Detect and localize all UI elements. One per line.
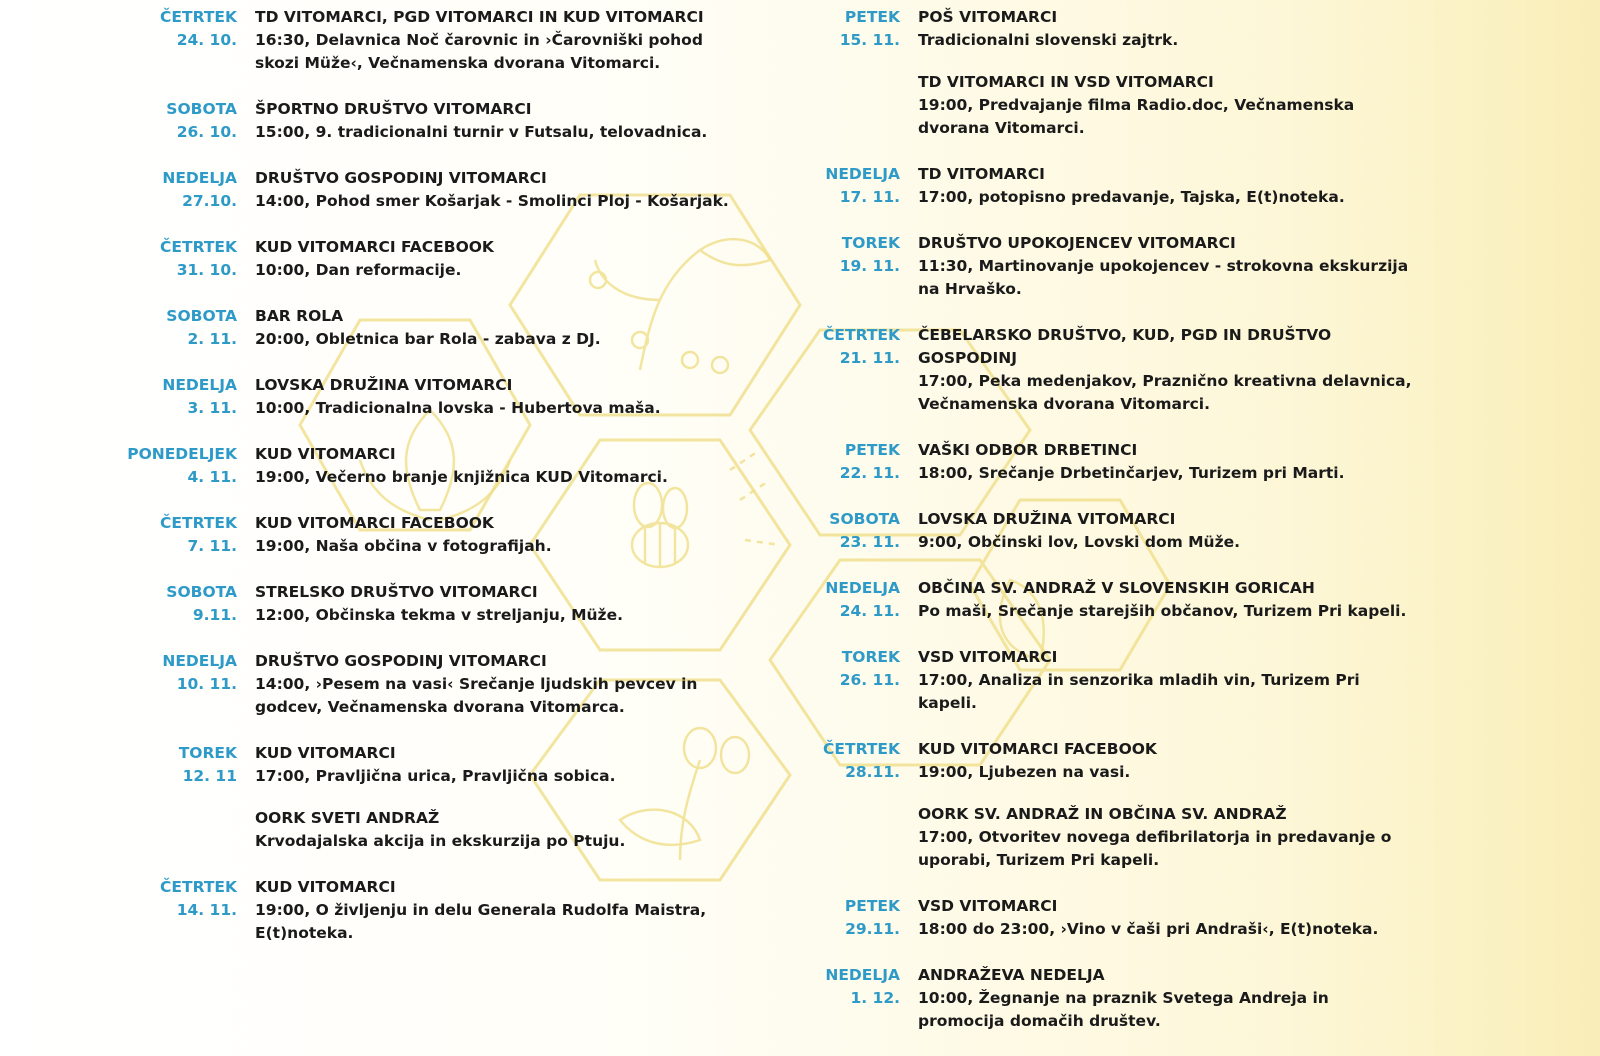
event-day: TOREK (841, 234, 900, 252)
event-date-block (740, 964, 900, 1033)
event-organizer: BAR ROLA (255, 307, 344, 325)
event-description: Tradicionalni slovenski zajtrk. (918, 31, 1179, 49)
event-date-block (0, 807, 237, 853)
event-description: Krvodajalska akcija in ekskurzija po Ptuju. (255, 832, 626, 850)
events-column-left (0, 6, 760, 968)
event-description: 20:00, Obletnica bar Rola - zabava z DJ. (255, 330, 601, 348)
event-description: 12:00, Občinska tekma v streljanju, Müže. (255, 606, 623, 624)
event-description: 19:00, Naša občina v fotografijah. (255, 537, 552, 555)
event-date-block (0, 6, 237, 75)
event-description: 10:00, Žegnanje na praznik Svetega Andreja in promocija domačih društev. (918, 989, 1329, 1030)
event-day: ČETRTEK (160, 8, 237, 26)
event-organizer: LOVSKA DRUŽINA VITOMARCI (255, 376, 513, 394)
event-entry (740, 439, 1600, 485)
event-organizer: OBČINA SV. ANDRAŽ V SLOVENSKIH GORICAH (918, 579, 1315, 597)
event-organizer: ČEBELARSKO DRUŠTVO, KUD, PGD IN DRUŠTVO GOSPODINJ (918, 326, 1332, 367)
event-organizer: VSD VITOMARCI (918, 648, 1058, 666)
event-description: 10:00, Dan reformacije. (255, 261, 462, 279)
event-date: 24. 11. (839, 602, 900, 620)
event-date: 2. 11. (187, 330, 237, 348)
event-date: 4. 11. (187, 468, 237, 486)
event-day: NEDELJA (162, 376, 237, 394)
event-info (918, 6, 1418, 52)
event-day: ČETRTEK (823, 326, 900, 344)
event-info (255, 305, 735, 351)
event-entry (0, 650, 760, 719)
event-description: 17:00, Peka medenjakov, Praznično kreativna delavnica, Večnamenska dvorana Vitomarci. (918, 372, 1412, 413)
event-description: 9:00, Občinski lov, Lovski dom Müže. (918, 533, 1241, 551)
event-info (918, 738, 1418, 784)
event-date-block (740, 577, 900, 623)
event-organizer: VAŠKI ODBOR DRBETINCI (918, 441, 1138, 459)
event-organizer: KUD VITOMARCI FACEBOOK (255, 514, 494, 532)
event-organizer: KUD VITOMARCI FACEBOOK (255, 238, 494, 256)
event-entry (740, 895, 1600, 941)
event-date-block (0, 443, 237, 489)
event-organizer: KUD VITOMARCI (255, 744, 396, 762)
event-day: ČETRTEK (160, 238, 237, 256)
event-description: 17:00, potopisno predavanje, Tajska, E(t)noteka. (918, 188, 1345, 206)
event-date: 9.11. (192, 606, 237, 624)
event-description: 18:00 do 23:00, ›Vino v čaši pri Andraši‹, E(t)noteka. (918, 920, 1379, 938)
event-entry (0, 512, 760, 558)
event-date-block (0, 876, 237, 945)
event-info (255, 236, 735, 282)
event-entry (740, 71, 1600, 140)
event-organizer: DRUŠTVO GOSPODINJ VITOMARCI (255, 169, 547, 187)
event-description: 19:00, Ljubezen na vasi. (918, 763, 1131, 781)
event-date-block (740, 439, 900, 485)
event-description: Po maši, Srečanje starejših občanov, Turizem Pri kapeli. (918, 602, 1407, 620)
event-entry (740, 803, 1600, 872)
event-organizer: VSD VITOMARCI (918, 897, 1058, 915)
event-date-block (0, 236, 237, 282)
event-date-block (0, 581, 237, 627)
event-info (918, 577, 1418, 623)
event-day: NEDELJA (825, 579, 900, 597)
event-info (918, 964, 1418, 1033)
event-info (918, 646, 1418, 715)
event-description: 17:00, Pravljična urica, Pravljična sobica. (255, 767, 616, 785)
events-column-right (740, 6, 1600, 1056)
event-organizer: TD VITOMARCI IN VSD VITOMARCI (918, 73, 1214, 91)
event-info (918, 71, 1418, 140)
event-date: 3. 11. (187, 399, 237, 417)
event-day: NEDELJA (162, 169, 237, 187)
event-date-block (740, 895, 900, 941)
event-entry (0, 6, 760, 75)
event-entry (0, 742, 760, 788)
event-info (255, 742, 735, 788)
event-entry (0, 236, 760, 282)
event-day: PONEDELJEK (127, 445, 237, 463)
event-entry (0, 443, 760, 489)
event-date: 10. 11. (176, 675, 237, 693)
event-date: 7. 11. (187, 537, 237, 555)
event-description: 10:00, Tradicionalna lovska - Hubertova maša. (255, 399, 661, 417)
event-organizer: LOVSKA DRUŽINA VITOMARCI (918, 510, 1176, 528)
event-day: NEDELJA (825, 165, 900, 183)
event-organizer: STRELSKO DRUŠTVO VITOMARCI (255, 583, 538, 601)
event-day: SOBOTA (166, 307, 237, 325)
event-entry (0, 98, 760, 144)
event-info (255, 374, 735, 420)
event-entry (0, 807, 760, 853)
event-day: PETEK (844, 441, 900, 459)
event-entry (0, 167, 760, 213)
event-date: 28.11. (845, 763, 900, 781)
event-organizer: TD VITOMARCI, PGD VITOMARCI IN KUD VITOMARCI (255, 8, 704, 26)
event-entry (740, 324, 1600, 416)
event-date: 31. 10. (176, 261, 237, 279)
event-date: 29.11. (845, 920, 900, 938)
event-info (918, 324, 1418, 416)
event-day: NEDELJA (825, 966, 900, 984)
event-date-block (0, 98, 237, 144)
event-day: NEDELJA (162, 652, 237, 670)
event-info (255, 6, 735, 75)
event-description: 11:30, Martinovanje upokojencev - strokovna ekskurzija na Hrvaško. (918, 257, 1409, 298)
event-day: PETEK (844, 8, 900, 26)
event-organizer: ŠPORTNO DRUŠTVO VITOMARCI (255, 100, 532, 118)
event-info (918, 439, 1418, 485)
event-date: 24. 10. (176, 31, 237, 49)
event-entry (740, 6, 1600, 52)
event-info (918, 232, 1418, 301)
event-organizer: DRUŠTVO GOSPODINJ VITOMARCI (255, 652, 547, 670)
event-date: 26. 10. (176, 123, 237, 141)
event-date: 15. 11. (839, 31, 900, 49)
event-info (255, 167, 735, 213)
event-date-block (740, 163, 900, 209)
event-date-block (740, 6, 900, 52)
event-date-block (740, 803, 900, 872)
event-description: 14:00, ›Pesem na vasi‹ Srečanje ljudskih pevcev in godcev, Večnamenska dvorana Vitomarca. (255, 675, 698, 716)
event-date: 19. 11. (839, 257, 900, 275)
event-day: SOBOTA (166, 583, 237, 601)
event-entry (740, 508, 1600, 554)
event-date: 1. 12. (850, 989, 900, 1007)
event-organizer: OORK SVETI ANDRAŽ (255, 809, 440, 827)
event-entry (740, 646, 1600, 715)
event-day: ČETRTEK (823, 740, 900, 758)
event-date-block (0, 305, 237, 351)
event-info (918, 895, 1418, 941)
event-info (255, 98, 735, 144)
event-description: 14:00, Pohod smer Košarjak - Smolinci Ploj - Košarjak. (255, 192, 729, 210)
event-description: 15:00, 9. tradicionalni turnir v Futsalu, telovadnica. (255, 123, 708, 141)
event-info (255, 650, 735, 719)
event-description: 17:00, Analiza in senzorika mladih vin, Turizem Pri kapeli. (918, 671, 1360, 712)
event-day: SOBOTA (166, 100, 237, 118)
event-entry (740, 738, 1600, 784)
event-info (255, 807, 735, 853)
event-date-block (740, 738, 900, 784)
event-organizer: TD VITOMARCI (918, 165, 1045, 183)
event-info (918, 508, 1418, 554)
event-date: 14. 11. (176, 901, 237, 919)
event-info (255, 443, 735, 489)
event-organizer: OORK SV. ANDRAŽ IN OBČINA SV. ANDRAŽ (918, 805, 1287, 823)
event-day: PETEK (844, 897, 900, 915)
event-date: 17. 11. (839, 188, 900, 206)
event-date-block (0, 742, 237, 788)
event-description: 19:00, Večerno branje knjižnica KUD Vitomarci. (255, 468, 668, 486)
event-description: 19:00, Predvajanje filma Radio.doc, Večnamenska dvorana Vitomarci. (918, 96, 1355, 137)
event-entry (0, 305, 760, 351)
event-date: 21. 11. (839, 349, 900, 367)
event-organizer: DRUŠTVO UPOKOJENCEV VITOMARCI (918, 234, 1236, 252)
event-organizer: KUD VITOMARCI FACEBOOK (918, 740, 1157, 758)
event-description: 19:00, O življenju in delu Generala Rudolfa Maistra, E(t)noteka. (255, 901, 707, 942)
event-day: ČETRTEK (160, 878, 237, 896)
event-date-block (0, 650, 237, 719)
event-date-block (740, 646, 900, 715)
event-date-block (0, 512, 237, 558)
event-description: 17:00, Otvoritev novega defibrilatorja in predavanje o uporabi, Turizem Pri kapeli. (918, 828, 1392, 869)
event-day: ČETRTEK (160, 514, 237, 532)
event-date-block (0, 374, 237, 420)
event-info (918, 163, 1418, 209)
event-date-block (0, 167, 237, 213)
event-entry (740, 163, 1600, 209)
event-organizer: KUD VITOMARCI (255, 445, 396, 463)
event-organizer: KUD VITOMARCI (255, 878, 396, 896)
event-description: 16:30, Delavnica Noč čarovnic in ›Čarovniški pohod skozi Müže‹, Večnamenska dvorana Vitomarci. (255, 31, 703, 72)
event-date-block (740, 232, 900, 301)
event-info (918, 803, 1418, 872)
event-organizer: POŠ VITOMARCI (918, 8, 1058, 26)
event-entry (740, 577, 1600, 623)
event-entry (0, 581, 760, 627)
event-date-block (740, 508, 900, 554)
event-entry (0, 374, 760, 420)
event-date-block (740, 324, 900, 416)
event-organizer: ANDRAŽEVA NEDELJA (918, 966, 1105, 984)
event-info (255, 876, 735, 945)
event-description: 18:00, Srečanje Drbetinčarjev, Turizem pri Marti. (918, 464, 1345, 482)
event-date: 22. 11. (839, 464, 900, 482)
event-date-block (740, 71, 900, 140)
event-date: 27.10. (182, 192, 237, 210)
event-info (255, 512, 735, 558)
event-entry (740, 232, 1600, 301)
event-day: TOREK (841, 648, 900, 666)
event-entry (0, 876, 760, 945)
event-date: 12. 11 (182, 767, 237, 785)
event-date: 23. 11. (839, 533, 900, 551)
event-date: 26. 11. (839, 671, 900, 689)
event-day: SOBOTA (829, 510, 900, 528)
event-day: TOREK (178, 744, 237, 762)
event-entry (740, 964, 1600, 1033)
event-info (255, 581, 735, 627)
